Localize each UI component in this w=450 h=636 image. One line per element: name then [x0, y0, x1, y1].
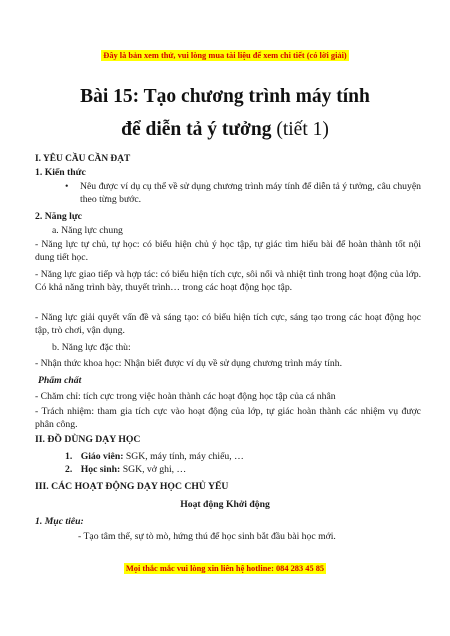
heading-competence: 2. Năng lực [35, 211, 82, 222]
lesson-part-label: (tiết 1) [276, 119, 329, 140]
heading-specific-competence: b. Năng lực đặc thù: [52, 342, 131, 353]
preview-notice-text: Đây là bản xem thử, vui lòng mua tài liệu để xem chi tiết (có lời giải) [103, 51, 347, 60]
bullet-icon: • [65, 181, 69, 192]
activity-title: Hoạt động Khởi động [180, 499, 270, 510]
materials-number-1: 1. [65, 451, 73, 462]
lesson-title-line2-text: để diễn tả ý tưởng [121, 119, 272, 140]
teacher-materials: SGK, máy tính, máy chiếu, … [123, 451, 244, 462]
materials-number-2: 2. [65, 464, 73, 475]
knowledge-text: Nêu được ví dụ cụ thể về sử dụng chương trình máy tính để diễn tả ý tưởng, câu chuyện theo từng bước. [80, 181, 421, 206]
student-materials: SGK, vở ghi, … [120, 464, 187, 475]
lesson-title-line1: Bài 15: Tạo chương trình máy tính [80, 86, 370, 107]
quality-diligence: - Chăm chỉ: tích cực trong việc hoàn thành các hoạt động học tập của cá nhân [35, 391, 336, 402]
competence-communication: - Năng lực giao tiếp và hợp tác: có biểu hiện tích cực, sôi nổi và nhiệt tình trong hoạt động của lớp. Có khả năng trình bày, thuyết trình… trong các hoạt động học tập. [35, 269, 421, 294]
heading-goal: 1. Mục tiêu: [35, 516, 84, 527]
hotline-notice [0, 564, 450, 573]
teacher-label: Giáo viên: [80, 451, 124, 462]
section-heading-activities: III. CÁC HOẠT ĐỘNG DẠY HỌC CHỦ YẾU [35, 481, 229, 492]
competence-self-study: - Năng lực tự chủ, tự học: có biểu hiện chủ ý học tập, tự giác tìm hiểu bài để hoàn thành tốt nội dung tiết học. [35, 239, 421, 264]
materials-teacher [65, 450, 244, 463]
section-heading-requirements: I. YÊU CẦU CẦN ĐẠT [35, 154, 131, 164]
materials-student [65, 463, 186, 476]
quality-responsibility: - Trách nhiệm: tham gia tích cực vào hoạt động của lớp, tự giác hoàn thành các nhiệm vụ được phân công. [35, 406, 421, 431]
section-heading-materials: II. ĐỒ DÙNG DẠY HỌC [35, 434, 141, 445]
student-label: Học sinh: [80, 464, 121, 475]
competence-science: - Nhận thức khoa học: Nhận biết được ví dụ về sử dụng chương trình máy tính. [35, 358, 343, 369]
competence-problem-solving: - Năng lực giải quyết vấn đề và sáng tạo: có biểu hiện tích cực, sáng tạo trong các hoạt động học tập, trò chơi, vận dụng. [35, 312, 421, 337]
hotline-notice-text: Mọi thắc mắc vui lòng xin liên hệ hotline: 084 283 45 85 [125, 564, 325, 573]
heading-general-competence: a. Năng lực chung [52, 225, 123, 236]
lesson-title-line2 [0, 119, 450, 141]
heading-qualities: Phẩm chất [38, 375, 82, 386]
heading-knowledge: 1. Kiến thức [35, 167, 86, 178]
preview-notice [0, 51, 450, 60]
goal-text: - Tạo tâm thế, sự tò mò, hứng thú để học sinh bắt đầu bài học mới. [78, 531, 336, 542]
